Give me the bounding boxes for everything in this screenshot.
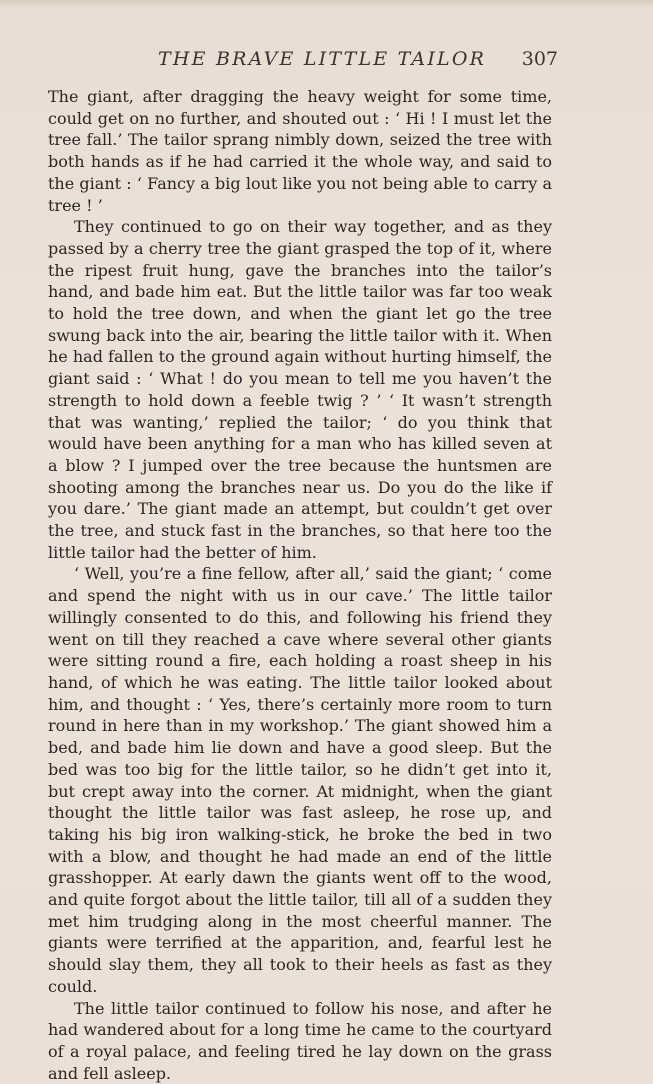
page-number: 307 <box>521 48 558 70</box>
paragraph-3: ‘ Well, you’re a fine fellow, after all,’ said the giant; ‘ come and spend the night with us in our cave.’ The little tailor willingly consented to do this, and following his friend they went on till they reached a cave where several other giants were sitting round a fire, each holding a roast sheep in his hand, of which he was eating. The little tailor looked about him, and thought : ‘ Yes, there’s certainly more room to turn round in here than in my workshop.’ The giant showed him a bed, and bade him lie down and have a good sleep. But the bed was too big for the little tailor, so he didn’t get into it, but crept away into the corner. At midnight, when the giant thought the little tailor was fast asleep, he rose up, and taking his big iron walking-stick, he broke the bed in two with a blow, and thought he had made an end of the little grasshopper. At early dawn the giants went off to the wood, and quite forgot about the little tailor, till all of a sudden they met him trudging along in the most cheerful manner. The giants were terrified at the apparition, and, fearful lest he should slay them, they all took to their heels as fast as they could. <box>48 564 552 996</box>
paragraph-1: The giant, after dragging the heavy weight for some time, could get on no further, and shouted out : ‘ Hi ! I must let the tree fall.’ The tailor sprang nimbly down, seized the tree with both hands as if he had carried it the whole way, and said to the giant : ‘ Fancy a big lout like you not being able to carry a tree ! ’ <box>48 87 552 215</box>
paragraph-2: They continued to go on their way together, and as they passed by a cherry tree the giant grasped the top of it, where the ripest fruit hung, gave the branches into the tailor’s hand, and bade him eat. But the little tailor was far too weak to hold the tree down, and when the giant let go the tree swung back into the air, bearing the little tailor with it. When he had fallen to the ground again without hurting himself, the giant said : ‘ What ! do you mean to tell me you haven’t the strength to hold down a feeble twig ? ’ ‘ It wasn’t strength that was wanting,’ replied the tailor; ‘ do you think that would have been anything for a man who has killed seven at a blow ? I jumped over the tree because the huntsmen are shooting among the branches near us. Do you do the like if you dare.’ The giant made an attempt, but couldn’t get over the tree, and stuck fast in the branches, so that here too the little tailor had the better of him. <box>48 217 552 562</box>
page-header <box>48 44 558 72</box>
paragraph-4: The little tailor continued to follow his nose, and after he had wandered about for a long time he came to the courtyard of a royal palace, and feeling tired he lay down on the grass and fell asleep. <box>48 998 552 1083</box>
running-head: THE BRAVE LITTLE TAILOR <box>158 48 487 70</box>
page-top-edge <box>0 0 653 8</box>
body-text <box>48 86 552 1084</box>
